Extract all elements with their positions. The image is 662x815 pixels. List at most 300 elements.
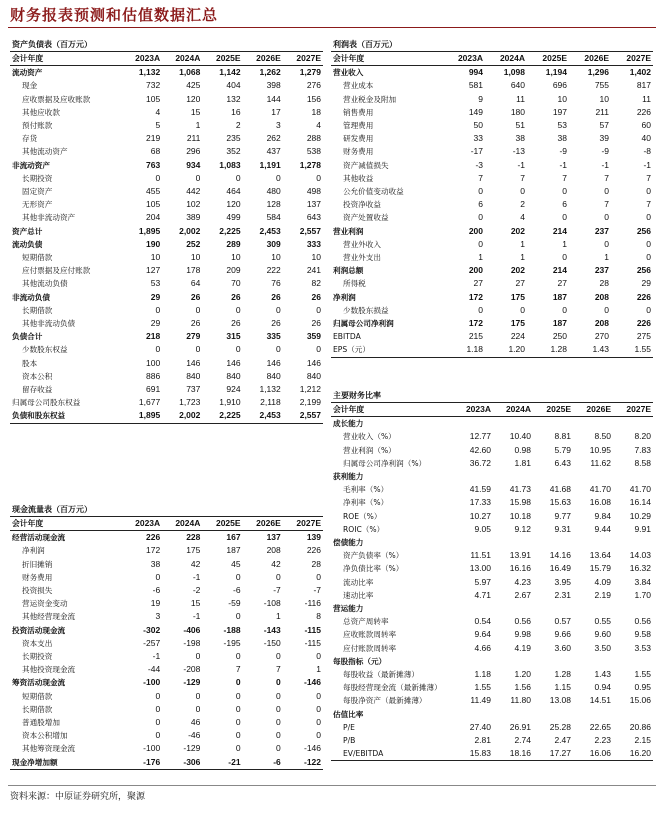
cell-value [613, 708, 653, 721]
cell-value: 0 [155, 717, 161, 728]
cell-value: 2.67 [514, 589, 531, 600]
cell-value: 132 [226, 93, 241, 104]
cell-value: 9.31 [554, 523, 571, 534]
cell-value: -1 [643, 159, 651, 170]
row-label: 无形资产 [22, 200, 53, 210]
cell-value: -7 [313, 585, 321, 596]
cell-value: 1.43 [569, 343, 611, 357]
cell-value: 2,225 [202, 409, 242, 423]
cell-value: -8 [643, 146, 651, 157]
table-row [10, 172, 323, 185]
row-label: 资产负债率（%） [343, 551, 404, 561]
cash-flow-table [10, 517, 323, 770]
cell-value: 226 [146, 532, 161, 543]
row-label: 净负债比率（%） [343, 564, 404, 574]
cell-value: 0 [276, 651, 281, 662]
title-divider [8, 27, 656, 28]
row-label: 折旧摊销 [22, 559, 53, 569]
table-row [331, 198, 653, 211]
cell-value: 7 [604, 172, 609, 183]
cell-value: 442 [186, 186, 201, 197]
cell-value: 817 [636, 80, 651, 91]
ratios-table [331, 403, 653, 761]
column-header-year: 2024A [162, 52, 202, 66]
table-row [331, 668, 653, 681]
cell-value: 11 [642, 93, 651, 104]
row-label: P/E [343, 722, 355, 732]
cell-value: 0 [646, 212, 651, 223]
row-label: 应收票据及应收账款 [22, 94, 91, 104]
cell-value: -1 [192, 611, 201, 622]
cell-value: 15.06 [629, 695, 651, 706]
cell-value: 26 [271, 291, 281, 302]
row-label: EBITDA [333, 332, 361, 342]
cell-value: 22.65 [589, 721, 611, 732]
row-label: 每股经营现金流（最新摊薄） [343, 683, 442, 693]
cell-value: 202 [510, 225, 525, 236]
cell-value: 146 [306, 357, 321, 368]
row-label: 其他非流动负债 [22, 319, 76, 329]
cash-flow-panel [10, 503, 323, 770]
table-row [331, 681, 653, 694]
cell-value: 14.03 [629, 550, 651, 561]
cell-value: 755 [594, 80, 609, 91]
cell-value: 29 [150, 291, 161, 302]
cell-value: 0 [276, 730, 281, 741]
cell-value: 0 [604, 212, 609, 223]
cell-value: 0 [316, 690, 321, 701]
table-row [10, 145, 323, 158]
cell-value: 20.86 [629, 721, 651, 732]
cell-value: 840 [186, 370, 201, 381]
cell-value: -9 [601, 146, 609, 157]
cell-value: 0.56 [634, 616, 651, 627]
cell-value: 27 [515, 278, 525, 289]
cell-value: 175 [510, 291, 525, 302]
cash-flow-title: 现金流量表（百万元） [10, 503, 323, 517]
cell-value: 1.43 [594, 669, 611, 680]
table-row [331, 251, 653, 264]
column-header-label: 会计年度 [331, 403, 453, 417]
cell-value: -1 [559, 159, 567, 170]
cell-value: 0 [276, 172, 281, 183]
cell-value: -129 [183, 677, 201, 688]
cell-value: -7 [273, 585, 281, 596]
row-label: 短期借款 [22, 691, 53, 701]
table-row [331, 343, 653, 357]
cell-value: 214 [552, 225, 567, 236]
cell-value: 288 [306, 133, 321, 144]
row-label: 其他投资现金流 [22, 665, 76, 675]
cell-value: 1.28 [527, 343, 569, 357]
cell-value: -188 [223, 624, 241, 635]
cell-value: 28 [599, 278, 609, 289]
cell-value: 7 [646, 172, 651, 183]
row-label: 投资损失 [22, 586, 53, 596]
cell-value: 4.19 [514, 642, 531, 653]
cell-value: 7 [235, 664, 241, 675]
cell-value: 0 [195, 172, 201, 183]
cell-value: 464 [226, 186, 241, 197]
cell-value: 226 [636, 318, 651, 329]
table-row [331, 106, 653, 119]
cell-value: 4 [520, 212, 525, 223]
cell-value: 9.84 [594, 510, 611, 521]
cell-value: 924 [226, 384, 241, 395]
cell-value: 0.54 [474, 616, 491, 627]
cell-value: -17 [470, 146, 483, 157]
table-row [10, 225, 323, 238]
table-row [10, 106, 323, 119]
row-label: 短期借款 [22, 253, 53, 263]
column-header-year: 2024A [162, 517, 202, 531]
row-label: 营业利润（%） [343, 445, 396, 455]
cell-value: 2,453 [259, 225, 281, 236]
cell-value: 2.31 [554, 589, 571, 600]
table-row [10, 357, 323, 370]
cell-value [533, 708, 573, 721]
table-row [331, 119, 653, 132]
table-row [10, 185, 323, 198]
cell-value: 2 [235, 120, 241, 131]
row-label: 净利润 [22, 546, 45, 556]
cell-value: 0 [316, 651, 321, 662]
row-label: 股本 [22, 358, 38, 368]
cell-value: 139 [306, 532, 321, 543]
cell-value: 437 [266, 146, 281, 157]
row-label: 每股指标（元） [333, 656, 387, 666]
column-header-year: 2023A [122, 52, 162, 66]
cell-value: -116 [304, 598, 321, 609]
cell-value: 8.58 [634, 457, 651, 468]
row-label: 筹资活动现金流 [12, 678, 66, 688]
row-label: 资本支出 [22, 638, 53, 648]
cell-value: 2.19 [594, 589, 611, 600]
cell-value: 214 [552, 265, 567, 276]
cell-value: 0 [235, 651, 241, 662]
row-label: 投资活动现金流 [12, 625, 66, 635]
cell-value: 15 [190, 598, 201, 609]
column-header-label: 会计年度 [331, 52, 443, 66]
row-label: 营业利润 [333, 226, 364, 236]
cell-value: 0 [155, 703, 161, 714]
cell-value: 7 [646, 199, 651, 210]
cell-value: 276 [306, 80, 321, 91]
cell-value: 1,194 [545, 67, 567, 78]
table-row [331, 172, 653, 185]
column-header-year: 2024A [485, 52, 527, 66]
cell-value: 100 [146, 357, 161, 368]
row-label: 应付账款周转率 [343, 643, 397, 653]
cell-value: 10.27 [469, 510, 491, 521]
cell-value: 209 [226, 265, 241, 276]
table-row [331, 589, 653, 602]
cell-value: 235 [226, 133, 241, 144]
cell-value: 0 [316, 571, 321, 582]
cell-value [613, 417, 653, 431]
cell-value: 315 [226, 331, 241, 342]
cell-value: 0 [235, 611, 241, 622]
cell-value: 389 [186, 212, 201, 223]
cell-value: 0 [562, 304, 567, 315]
row-label: 其他非流动资产 [22, 213, 76, 223]
row-label: 营业外支出 [343, 253, 381, 263]
cell-value: 120 [226, 199, 241, 210]
cell-value: 187 [226, 545, 241, 556]
table-row [331, 238, 653, 251]
table-row [331, 145, 653, 158]
income-statement-title: 利润表（百万元） [331, 38, 653, 52]
cell-value: 27 [473, 278, 483, 289]
cell-value: -100 [143, 743, 161, 754]
cell-value: 1,677 [138, 397, 161, 408]
cell-value: 1 [520, 238, 525, 249]
cell-value: 4 [155, 106, 161, 117]
cell-value: 3.95 [554, 576, 571, 587]
row-label: 其他流动负债 [22, 279, 68, 289]
cell-value: 26.91 [509, 721, 531, 732]
row-label: 毛利率（%） [343, 485, 389, 495]
table-row [10, 729, 323, 742]
cell-value: 1.56 [514, 682, 531, 693]
cell-value: 180 [510, 106, 525, 117]
table-row [10, 343, 323, 356]
column-header-year: 2025E [533, 403, 573, 417]
header-row [10, 52, 323, 66]
cell-value: 26 [190, 291, 201, 302]
cell-value: 1 [316, 664, 321, 675]
cell-value: 1.18 [443, 343, 485, 357]
cell-value: -13 [512, 146, 525, 157]
row-label: 营业外收入 [343, 239, 381, 249]
table-row [331, 721, 653, 734]
cell-value: 0 [316, 304, 321, 315]
table-row [331, 576, 653, 589]
table-row [10, 304, 323, 317]
cell-value: 29 [641, 278, 651, 289]
cell-value: 1.55 [634, 669, 651, 680]
cell-value: 289 [226, 238, 241, 249]
table-row [10, 690, 323, 703]
cell-value [573, 655, 613, 668]
cell-value: -46 [188, 730, 201, 741]
cell-value: 57 [599, 120, 609, 131]
cell-value: 19 [150, 598, 161, 609]
cell-value: -129 [183, 743, 201, 754]
row-label: 流动负债 [12, 239, 43, 249]
cell-value: -146 [303, 677, 321, 688]
cell-value: 0 [604, 186, 609, 197]
cell-value: 1,910 [219, 397, 241, 408]
cell-value: 2.47 [554, 735, 571, 746]
cell-value: 0 [520, 304, 525, 315]
cell-value: 0.56 [514, 616, 531, 627]
cell-value [453, 536, 493, 549]
table-row [331, 510, 653, 523]
table-row [331, 470, 653, 483]
table-row [10, 198, 323, 211]
row-label: 销售费用 [343, 107, 374, 117]
cell-value: 11.49 [470, 695, 491, 706]
cell-value: 51 [515, 120, 525, 131]
cell-value: 2,118 [260, 397, 281, 408]
cell-value: 0 [276, 571, 281, 582]
table-row [10, 317, 323, 330]
cell-value: 1,098 [503, 67, 525, 78]
cell-value: 1,132 [138, 67, 161, 78]
cell-value: 498 [306, 186, 321, 197]
cell-value: -1 [152, 651, 161, 662]
cell-value [533, 417, 573, 431]
cell-value: 228 [186, 532, 201, 543]
cell-value: 1.81 [514, 457, 531, 468]
cell-value: 26 [190, 318, 201, 329]
row-label: 归属母公司净利润 [333, 319, 394, 329]
cell-value: 1,212 [299, 384, 321, 395]
cell-value: -122 [283, 756, 323, 770]
cell-value: 14.16 [549, 550, 571, 561]
cell-value: 13.64 [589, 550, 611, 561]
row-label: 非流动负债 [12, 292, 50, 302]
cell-value: 17.33 [469, 497, 491, 508]
balance-sheet-table [10, 52, 323, 424]
cell-value: 0 [235, 703, 241, 714]
row-label: 估值比率 [333, 709, 364, 719]
table-row [331, 496, 653, 509]
table-row [331, 562, 653, 575]
cell-value: 3.50 [594, 642, 611, 653]
cell-value: 27 [557, 278, 567, 289]
cell-value: 11.62 [590, 457, 611, 468]
cell-value [453, 417, 493, 431]
cell-value: 0 [562, 252, 567, 263]
cell-value: 581 [468, 80, 483, 91]
cell-value: 16.08 [589, 497, 611, 508]
income-statement-table [331, 52, 653, 358]
row-label: 资产处置收益 [343, 213, 389, 223]
cell-value: 0 [562, 212, 567, 223]
row-label: 应收账款周转率 [343, 630, 397, 640]
cell-value: 3.53 [634, 642, 651, 653]
cell-value: -208 [183, 664, 201, 675]
row-label: 负债和股东权益 [10, 409, 122, 423]
cell-value: 137 [306, 199, 321, 210]
cell-value: 16.16 [509, 563, 531, 574]
table-row [331, 430, 653, 443]
cell-value: 0 [195, 304, 201, 315]
cell-value: 36.72 [469, 457, 491, 468]
cell-value: 0 [276, 344, 281, 355]
cell-value [533, 536, 573, 549]
table-row [10, 716, 323, 729]
cell-value: 2.23 [594, 735, 611, 746]
table-row [331, 523, 653, 536]
cell-value: -257 [143, 637, 161, 648]
row-label: 负债合计 [12, 332, 43, 342]
cell-value: 146 [266, 357, 281, 368]
row-label: 现金净增加额 [10, 756, 122, 770]
table-row [331, 264, 653, 277]
cell-value: 237 [594, 265, 609, 276]
cell-value: 4.66 [474, 642, 491, 653]
cell-value: -198 [183, 637, 201, 648]
cell-value: 226 [636, 291, 651, 302]
cell-value: 8.81 [554, 431, 571, 442]
cell-value: 211 [595, 106, 609, 117]
cell-value: 127 [146, 265, 161, 276]
cell-value: -21 [202, 756, 242, 770]
table-row [331, 734, 653, 747]
cell-value [533, 470, 573, 483]
cell-value: 200 [468, 265, 483, 276]
cell-value: 226 [306, 545, 321, 556]
cell-value: 187 [552, 318, 567, 329]
row-label: 流动资产 [12, 68, 43, 78]
cell-value: 7 [478, 172, 483, 183]
cell-value: 0 [316, 344, 321, 355]
cell-value: 1.55 [474, 682, 491, 693]
cell-value: 1,142 [219, 67, 241, 78]
cell-value: -9 [559, 146, 567, 157]
table-row [10, 409, 323, 423]
cell-value: 41.70 [589, 484, 611, 495]
cell-value: 204 [146, 212, 161, 223]
row-label: 营业成本 [343, 81, 374, 91]
row-label: 财务费用 [343, 147, 374, 157]
cell-value: -6 [243, 756, 283, 770]
cell-value: 45 [231, 558, 241, 569]
cell-value: 1.28 [554, 669, 571, 680]
row-label: 长期借款 [22, 305, 53, 315]
row-label: 营运资金变动 [22, 599, 68, 609]
row-label: 营业收入 [333, 68, 364, 78]
cell-value: 41.68 [549, 484, 571, 495]
cell-value: 1,068 [179, 67, 201, 78]
cell-value: -44 [147, 664, 161, 675]
table-row [10, 571, 323, 584]
table-row [331, 330, 653, 343]
cell-value: 0 [604, 304, 609, 315]
row-label: 资产总计 [12, 226, 43, 236]
cell-value: 4.09 [594, 576, 611, 587]
cell-value: 102 [186, 199, 201, 210]
cell-value: 9.64 [474, 629, 491, 640]
table-row [10, 238, 323, 251]
row-label: 存货 [22, 134, 38, 144]
cell-value: 1,402 [629, 67, 651, 78]
row-label: 长期投资 [22, 652, 53, 662]
table-row [331, 642, 653, 655]
cell-value: 7 [604, 199, 609, 210]
cell-value: 10 [231, 252, 241, 263]
cell-value: 156 [306, 93, 321, 104]
cell-value [493, 602, 533, 615]
cell-value: 9.12 [514, 523, 531, 534]
cell-value: -1 [517, 159, 525, 170]
cell-value: 1.18 [474, 669, 491, 680]
cell-value: 0 [235, 304, 241, 315]
cell-value: 146 [186, 357, 201, 368]
cell-value: 10.40 [509, 431, 531, 442]
footer-divider [8, 785, 656, 786]
table-row [331, 457, 653, 470]
cell-value: 128 [266, 199, 281, 210]
cell-value [533, 602, 573, 615]
column-header-year: 2026E [569, 52, 611, 66]
row-label: EV/EBITDA [331, 747, 453, 761]
table-row [10, 79, 323, 92]
cell-value: 0 [235, 690, 241, 701]
